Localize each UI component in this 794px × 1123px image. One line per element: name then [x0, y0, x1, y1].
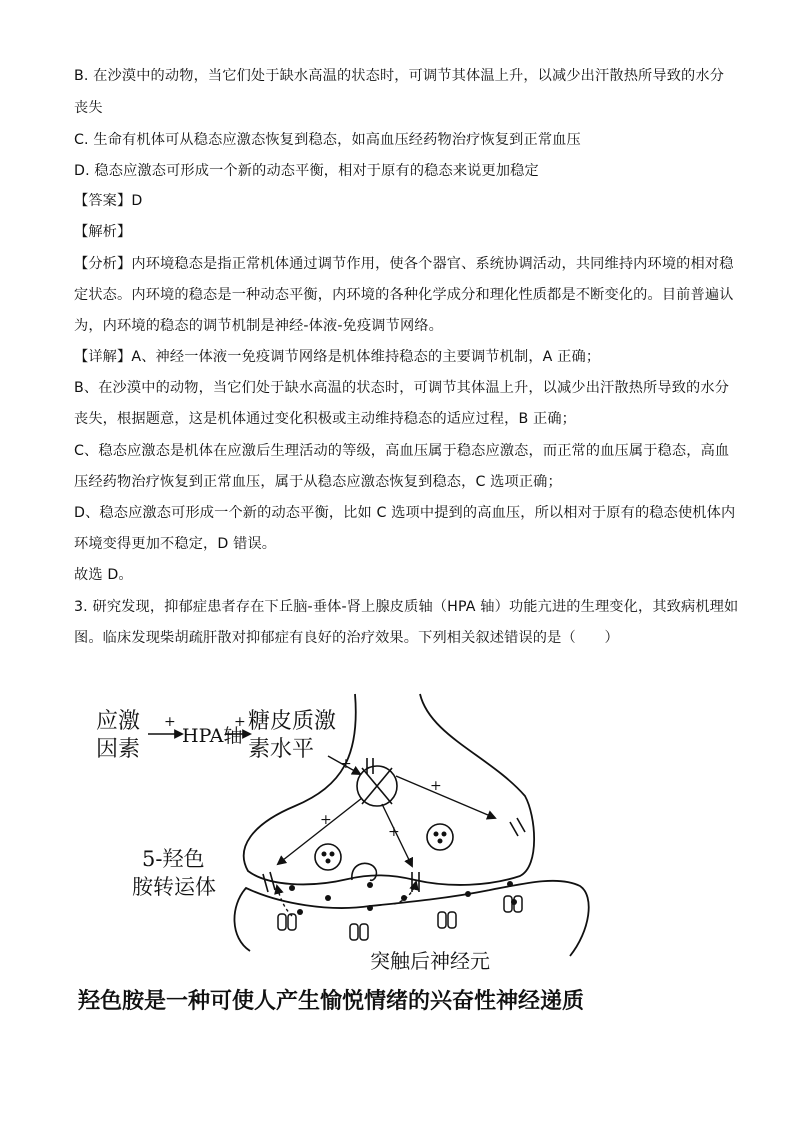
question3-line2: 图。临床发现柴胡疏肝散对抑郁症有良好的治疗效果。下列相关叙述错误的是（ ）: [74, 630, 619, 646]
plus-5: +: [320, 812, 332, 828]
label-hormone-2: 素水平: [248, 737, 315, 762]
label-hpa-axis: HPA轴: [182, 725, 243, 747]
conclusion: 故选 D。: [74, 567, 133, 583]
option-b-line2: 丧失: [74, 100, 103, 116]
plus-4: +: [430, 778, 442, 794]
serotonin-transporter-left: [263, 872, 275, 892]
answer-line: 【答案】D: [74, 193, 143, 209]
detail-d-line2: 环境变得更加不稳定，D 错误。: [74, 536, 277, 552]
glucocorticoid-receptor: [357, 758, 397, 806]
label-stress-2: 因素: [96, 737, 141, 762]
plus-1: +: [164, 714, 176, 730]
detail-d-line1: D、稳态应激态可形成一个新的动态平衡，比如 C 选项中提到的高血压，所以相对于原有的稳态使机体内: [74, 505, 736, 521]
vesicle-1: [315, 844, 341, 870]
analysis-line1: 【分析】内环境稳态是指正常机体通过调节作用，使各个器官、系统协调活动，共同维持内环境的相对稳: [74, 256, 734, 272]
plus-2: +: [234, 714, 246, 730]
analysis-line3: 为，内环境的稳态的调节机制是神经-体液-免疫调节网络。: [74, 318, 443, 334]
serotonin-molecules: [289, 881, 517, 915]
plus-6: +: [388, 824, 400, 840]
arrow-to-right-receptor: [396, 776, 495, 818]
vesicle-2: [427, 824, 453, 850]
analysis-line2: 定状态。内环境的稳态是一种动态平衡，内环境的各种化学成分和理化性质都是不断变化的。目前普遍认: [74, 287, 734, 303]
option-d: D. 稳态应激态可形成一个新的动态平衡，相对于原有的稳态来说更加稳定: [74, 163, 539, 179]
analysis-heading: 【解析】: [74, 224, 132, 240]
label-hormone-1: 糖皮质激: [248, 709, 337, 734]
question3-line1: 3. 研究发现，抑郁症患者存在下丘脑-垂体-肾上腺皮质轴（HPA 轴）功能亢进的生理变化，其致病机理如: [74, 599, 739, 615]
option-c: C. 生命有机体可从稳态应激态恢复到稳态，如高血压经药物治疗恢复到正常血压: [74, 132, 581, 148]
option-b-line1: B. 在沙漠中的动物，当它们处于缺水高温的状态时，可调节其体温上升，以减少出汗散热所导致的水分: [74, 68, 725, 84]
figure-caption: 羟色胺是一种可使人产生愉悦情绪的兴奋性神经递质: [78, 988, 585, 1014]
detail-b-line2: 丧失，根据题意，这是机体通过变化积极或主动维持稳态的适应过程，B 正确；: [74, 411, 577, 427]
detail-c-line1: C、稳态应激态是机体在应激后生理活动的等级，高血压属于稳态应激态，而正常的血压属于稳态，高血: [74, 443, 730, 459]
label-transporter-1: 5-羟色: [142, 847, 205, 871]
label-transporter-2: 胺转运体: [132, 875, 216, 899]
detail-b-line1: B、在沙漠中的动物，当它们处于缺水高温的状态时，可调节其体温上升，以减少出汗散热所导致的水分: [74, 380, 730, 396]
label-stress-1: 应激: [96, 709, 141, 734]
label-postsynaptic: 突触后神经元: [370, 949, 490, 973]
detail-c-line2: 压经药物治疗恢复到正常血压，属于从稳态应激态恢复到稳态，C 选项正确；: [74, 474, 562, 490]
plus-3: +: [340, 756, 352, 772]
synapse-figure: [70, 676, 660, 1036]
membrane-receptor-right: [510, 818, 525, 836]
detail-a: 【详解】A、神经一体液一免疫调节网络是机体维持稳态的主要调节机制，A 正确；: [74, 349, 601, 365]
